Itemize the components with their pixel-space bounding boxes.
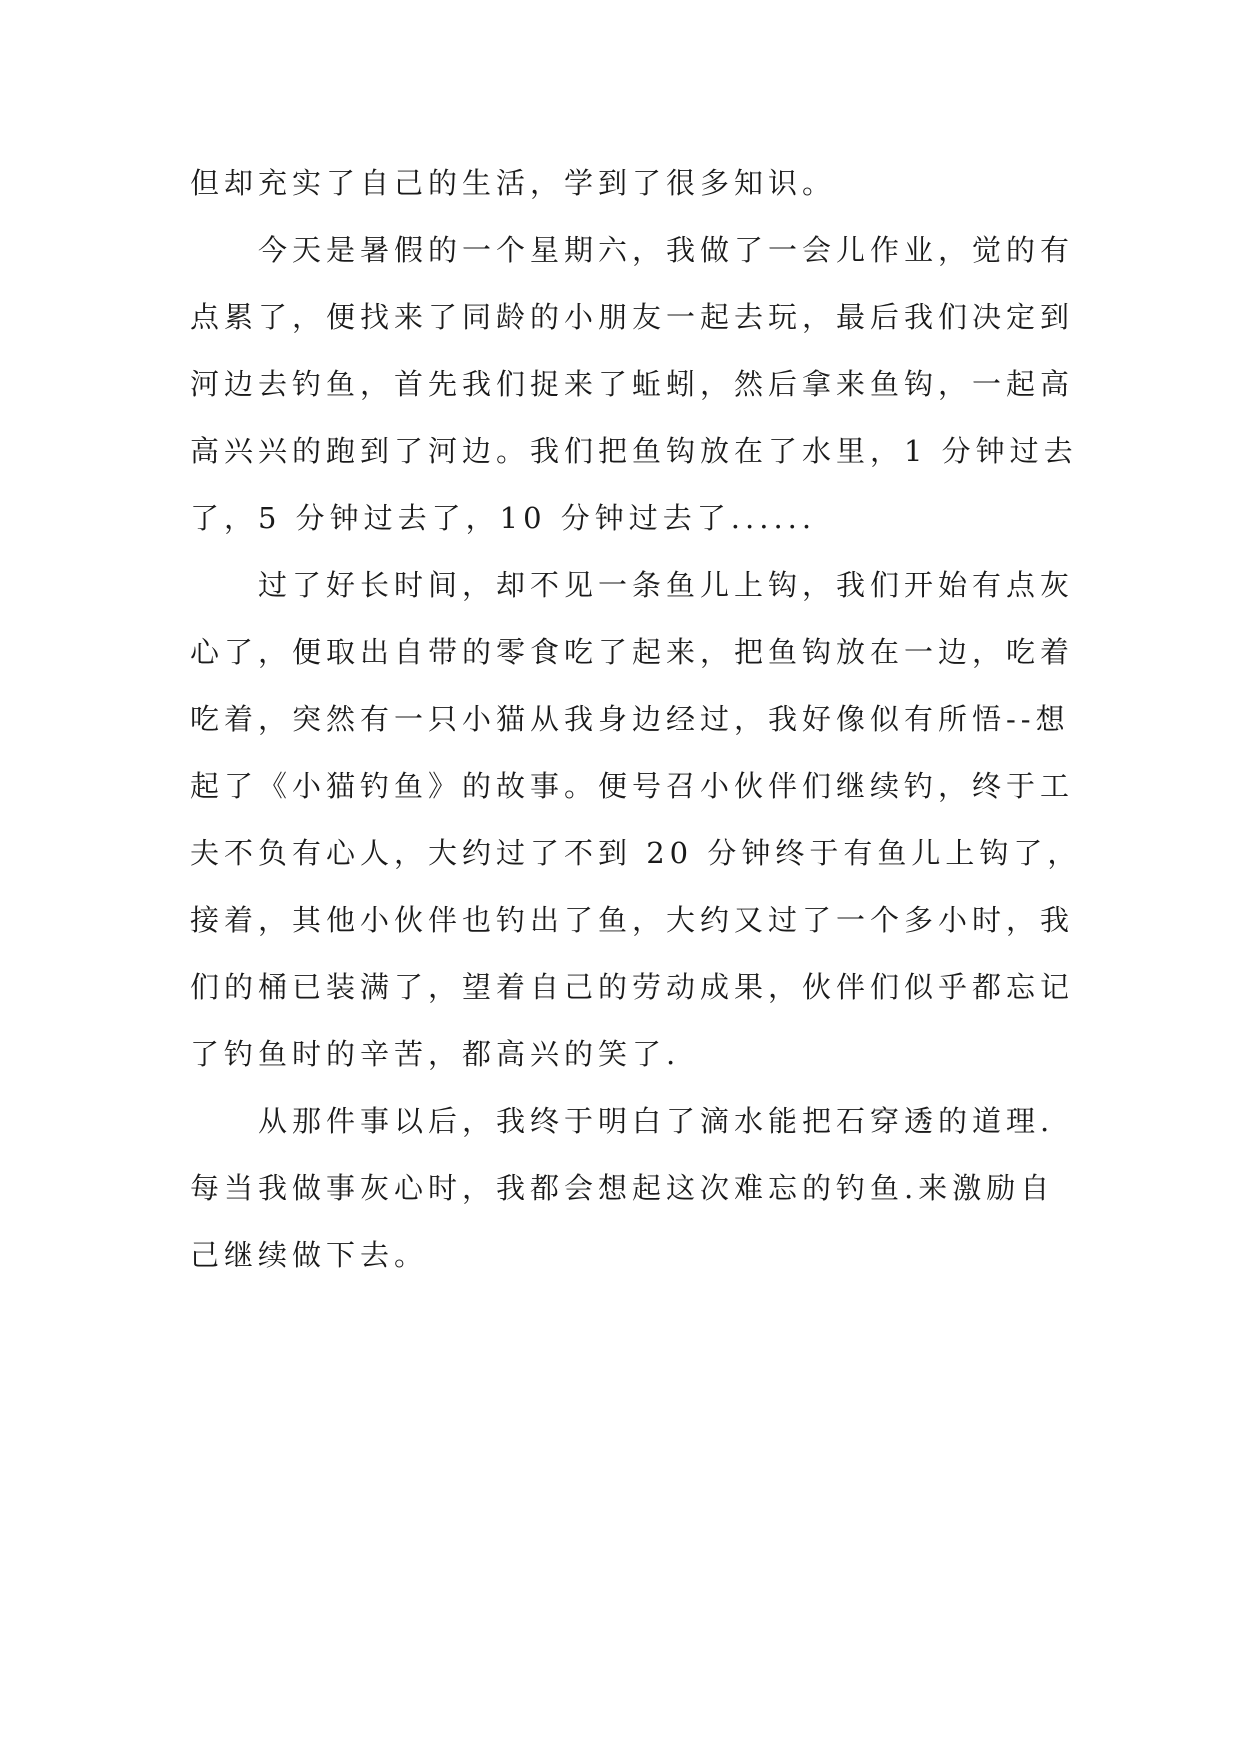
text-line: 从那件事以后，我终于明白了滴水能把石穿透的道理. bbox=[258, 1104, 1055, 1138]
text-line: 过了好长时间，却不见一条鱼儿上钩，我们开始有点灰 bbox=[258, 568, 1075, 602]
text-line: 了，5 分钟过去了，10 分钟过去了...... bbox=[190, 501, 817, 535]
text-line: 河边去钓鱼，首先我们捉来了蚯蚓，然后拿来鱼钩，一起高 bbox=[190, 367, 1075, 401]
text-line: 己继续做下去。 bbox=[190, 1238, 429, 1272]
text-line: 接着，其他小伙伴也钓出了鱼，大约又过了一个多小时，我 bbox=[190, 903, 1075, 937]
text-line: 夫不负有心人，大约过了不到 20 分钟终于有鱼儿上钩了， bbox=[190, 836, 1082, 870]
text-line: 今天是暑假的一个星期六，我做了一会儿作业，觉的有 bbox=[258, 233, 1075, 267]
text-line: 们的桶已装满了，望着自己的劳动成果，伙伴们似乎都忘记 bbox=[190, 970, 1075, 1004]
text-line: 高兴兴的跑到了河边。我们把鱼钩放在了水里，1 分钟过去 bbox=[190, 434, 1078, 468]
text-line: 每当我做事灰心时，我都会想起这次难忘的钓鱼.来激励自 bbox=[190, 1171, 1055, 1205]
text-line: 了钓鱼时的辛苦，都高兴的笑了. bbox=[190, 1037, 681, 1071]
text-line: 但却充实了自己的生活，学到了很多知识。 bbox=[190, 166, 837, 200]
essay-text bbox=[190, 150, 1082, 1289]
text-line: 吃着，突然有一只小猫从我身边经过，我好像似有所悟--想 bbox=[190, 702, 1070, 736]
text-line: 起了《小猫钓鱼》的故事。便号召小伙伴们继续钓，终于工 bbox=[190, 769, 1075, 803]
text-line: 点累了，便找来了同龄的小朋友一起去玩，最后我们决定到 bbox=[190, 300, 1075, 334]
text-line: 心了，便取出自带的零食吃了起来，把鱼钩放在一边，吃着 bbox=[190, 635, 1075, 669]
